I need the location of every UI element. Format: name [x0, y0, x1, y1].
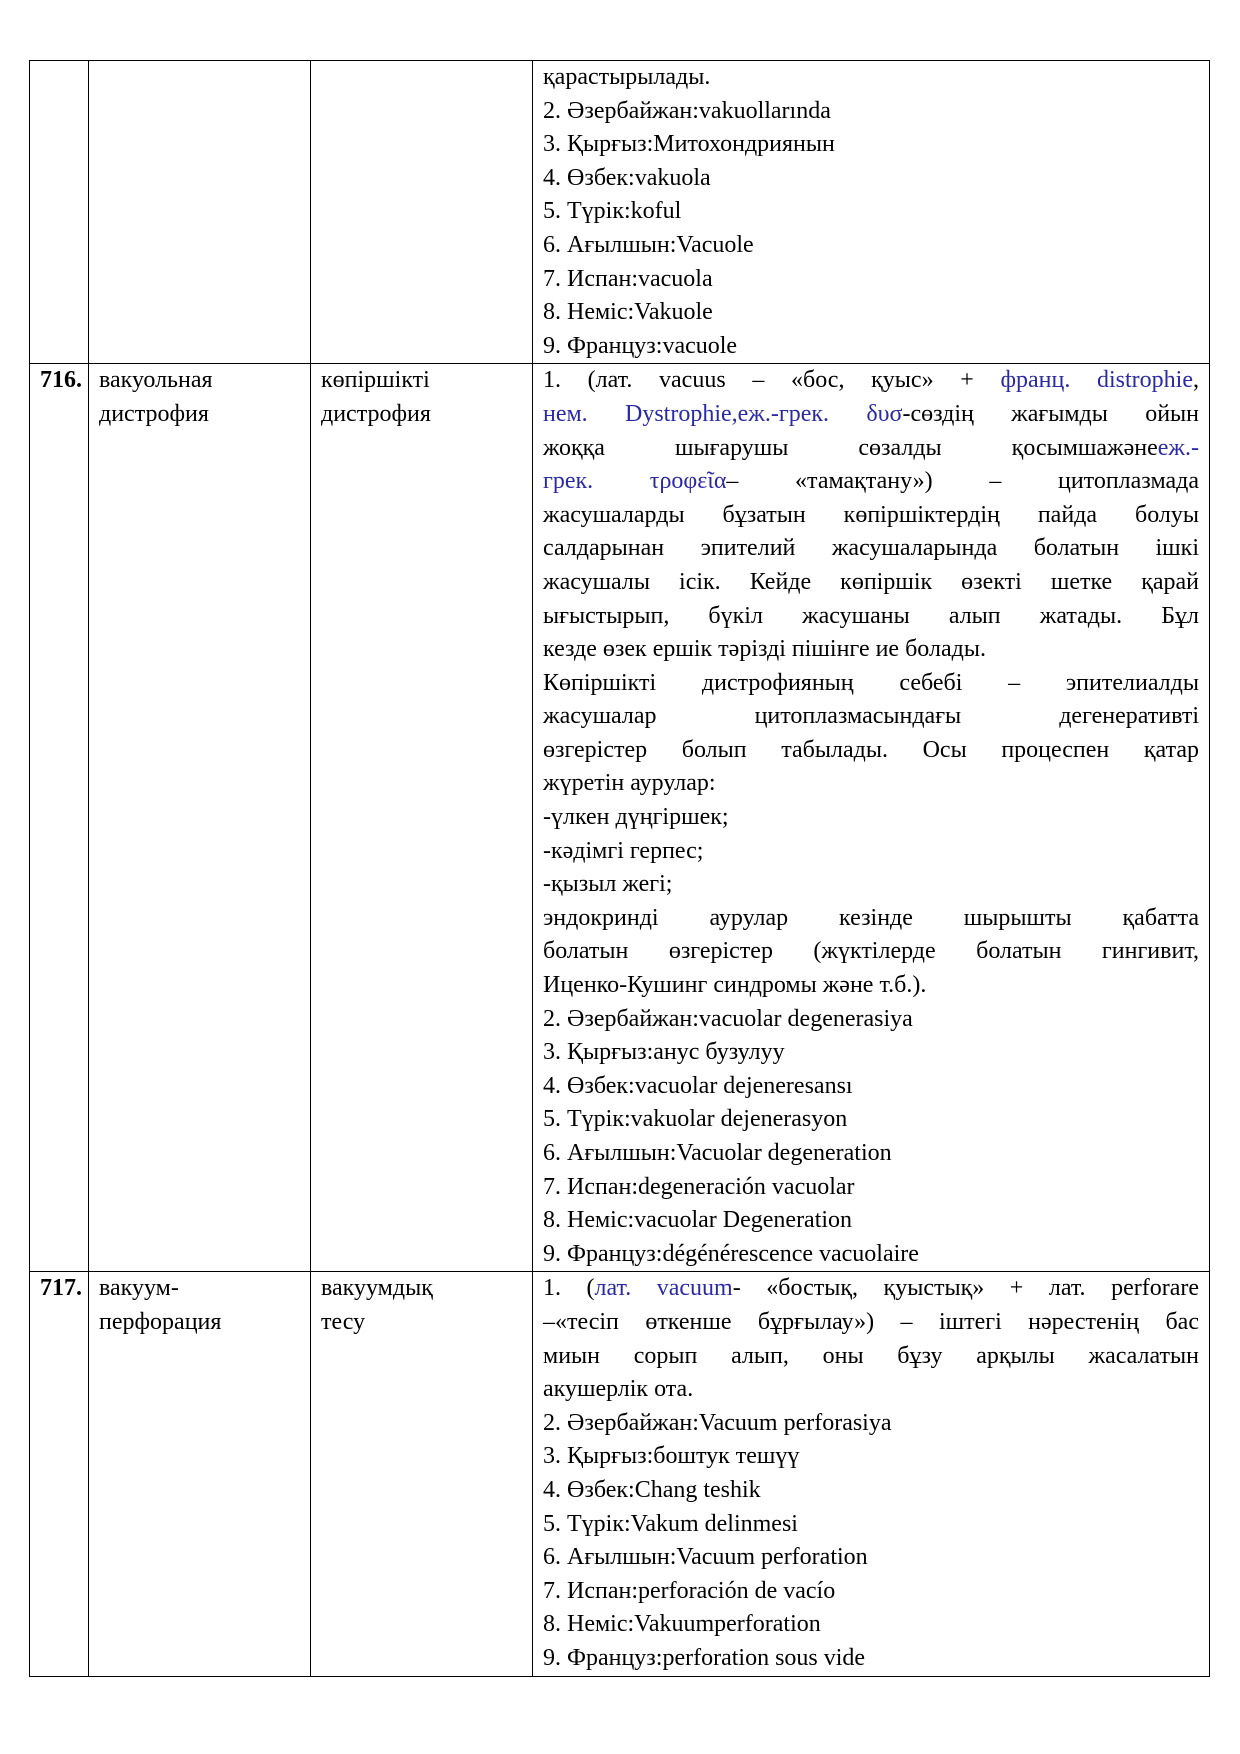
translation-line: 5. Түрік:Vakum delinmesi — [543, 1510, 798, 1537]
definition-line: Иценко-Кушинг синдромы және т.б.). — [543, 972, 927, 999]
definition-cell — [533, 364, 1210, 1272]
translation-line: 7. Испан:vacuola — [543, 265, 713, 292]
definition-fragment: - «бостық, қуыстық» + лат. perforare — [732, 1275, 1199, 1302]
russian-term-line: вакуольная — [99, 367, 213, 394]
translation-line: 8. Неміс:Vakuole — [543, 299, 713, 326]
translation-line: 3. Қырғыз:боштук тешүү — [543, 1443, 800, 1470]
dictionary-table — [29, 60, 1210, 1677]
translation-line: 3. Қырғыз:Митохондриянын — [543, 131, 835, 158]
definition-fragment: 1. (лат. vacuus – «бос, қуыс» + — [543, 367, 1001, 394]
definition-text: қарастырылады. — [543, 64, 711, 90]
definition-fragment: -сөздің жағымды ойын — [902, 400, 1199, 427]
definition-line: эндокринді аурулар кезінде шырышты қабатта — [543, 904, 1199, 931]
definition-line: өзгерістер болып табылады. Осы процеспен қатар — [543, 736, 1199, 763]
translation-line: 6. Ағылшын:Vacuole — [543, 231, 754, 258]
translation-line: 6. Ағылшын:Vacuum perforation — [543, 1544, 868, 1571]
etymology-link-text: грек. τροφεῖα — [543, 468, 727, 495]
definition-line — [543, 465, 1199, 499]
translation-line: 6. Ағылшын:Vacuolar degeneration — [543, 1140, 892, 1166]
definition-fragment: 1. ( — [543, 1275, 595, 1302]
translation-line: 4. Өзбек:vakuola — [543, 164, 711, 191]
etymology-link-text: лат. vacuum — [594, 1275, 733, 1302]
table-row — [30, 364, 1210, 1272]
definition-fragment: жоққа шығарушы сөзалды қосымшажәне — [543, 434, 1158, 461]
definition-line — [543, 398, 1199, 432]
russian-term — [89, 61, 311, 364]
etymology-link-text: франц. distrophie — [1000, 367, 1193, 394]
definition-line — [543, 1272, 1199, 1306]
russian-term-line: перфорация — [99, 1308, 222, 1335]
etymology-link-text: еж.- — [1157, 434, 1199, 461]
definition-line — [543, 432, 1199, 466]
translation-line: 9. Француз:vacuole — [543, 332, 738, 359]
kazakh-term — [311, 1272, 533, 1676]
entry-number — [30, 61, 89, 364]
definition-line: жүретін аурулар: — [543, 770, 716, 797]
definition-line: Көпіршікті дистрофияның себебі – эпителиалды — [543, 669, 1199, 696]
disease-list-item: -кәдімгі герпес; — [543, 837, 704, 864]
definition-line: миын сорып алып, оны бұзу арқылы жасалатын — [543, 1342, 1199, 1369]
entry-number: 717. — [30, 1272, 89, 1676]
definition-cell — [533, 1272, 1210, 1676]
disease-list-item: -қызыл жегі; — [543, 871, 673, 898]
translation-line: 3. Қырғыз:анус бузулуу — [543, 1039, 785, 1066]
definition-line: жасушалар цитоплазмасындағы дегенеративті — [543, 703, 1199, 730]
translation-line: 8. Неміс:Vakuumperforation — [543, 1611, 821, 1638]
russian-term — [89, 364, 311, 1272]
translation-line: 9. Француз:perforation sous vide — [543, 1644, 866, 1671]
russian-term-line: дистрофия — [99, 400, 209, 427]
etymology-link-text: нем. Dystrophie,еж.-грек. δυσ — [543, 400, 903, 427]
translation-line: 4. Өзбек:Chang teshik — [543, 1476, 761, 1503]
russian-term — [89, 1272, 311, 1676]
kazakh-term — [311, 364, 533, 1272]
definition-line — [543, 364, 1199, 398]
translation-line: 4. Өзбек:vacuolar dejeneresansı — [543, 1072, 853, 1099]
entry-number: 716. — [30, 364, 89, 1272]
translation-line: 2. Әзербайжан:Vacuum perforasiya — [543, 1409, 892, 1436]
definition-line: салдарынан эпителий жасушаларында болатын ішкі — [543, 535, 1199, 562]
kazakh-term — [311, 61, 533, 364]
definition-line: жасушалы ісік. Кейде көпіршік өзекті шетке қарай — [543, 568, 1199, 595]
translation-line: 2. Әзербайжан:vacuolar degenerasiya — [543, 1005, 913, 1032]
translation-line: 5. Түрік:vakuolar dejenerasyon — [543, 1106, 848, 1133]
definition-line: акушерлік ота. — [543, 1376, 694, 1403]
translation-line: 7. Испан:degeneración vacuolar — [543, 1173, 855, 1200]
translation-line: 7. Испан:perforación de vacío — [543, 1577, 836, 1604]
table-row — [30, 61, 1210, 364]
definition-line: кезде өзек ершік тәрізді пішінге ие болады. — [543, 636, 986, 663]
definition-line: жасушаларды бұзатын көпіршіктердің пайда болуы — [543, 501, 1199, 528]
table-row — [30, 1272, 1210, 1676]
definition-fragment: – «тамақтану») – цитоплазмада — [726, 468, 1199, 495]
kazakh-term-line: дистрофия — [321, 400, 431, 427]
disease-list-item: -үлкен дүңгіршек; — [543, 804, 729, 831]
definition-cell — [533, 61, 1210, 364]
definition-line: –«тесіп өткенше бұрғылау») – іштегі нәрестенің бас — [543, 1308, 1199, 1335]
definition-line: ығыстырып, бүкіл жасушаны алып жатады. Бұл — [543, 602, 1199, 629]
translation-line: 2. Әзербайжан:vakuollarında — [543, 97, 831, 124]
kazakh-term-line: тесу — [321, 1308, 366, 1335]
definition-line: болатын өзгерістер (жүктілерде болатын гингивит, — [543, 938, 1199, 965]
translation-line: 9. Француз:dégénérescence vacuolaire — [543, 1240, 919, 1267]
kazakh-term-line: көпіршікті — [321, 367, 430, 394]
translation-line: 5. Түрік:koful — [543, 198, 682, 225]
definition-fragment: , — [1192, 367, 1199, 394]
russian-term-line: вакуум- — [99, 1275, 179, 1302]
translation-line: 8. Неміс:vacuolar Degeneration — [543, 1207, 853, 1234]
kazakh-term-line: вакуумдық — [321, 1275, 433, 1302]
